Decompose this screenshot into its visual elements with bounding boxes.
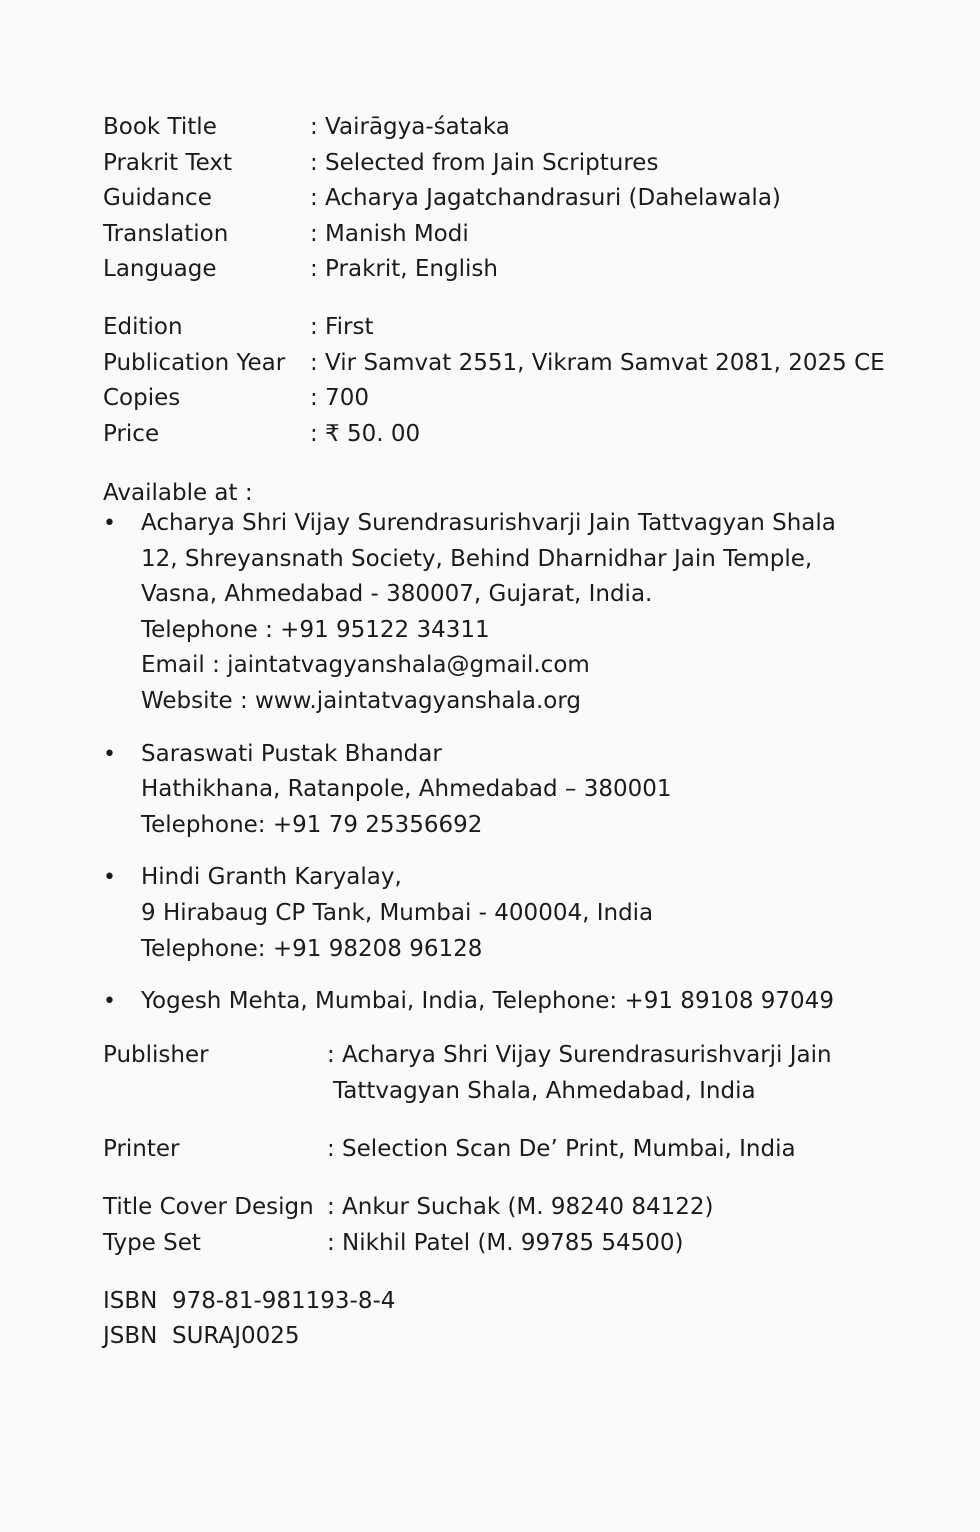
cover-design-label: Title Cover Design — [103, 1194, 314, 1220]
detail-value: : Selected from Jain Scriptures — [310, 149, 659, 176]
identifiers — [103, 1284, 395, 1354]
detail-label: Price — [103, 420, 160, 447]
detail-label: Book Title — [103, 114, 217, 140]
stockist-item — [103, 737, 963, 844]
type-set-label: Type Set — [103, 1230, 201, 1256]
jsbn-number: JSBN SURAJ0025 — [103, 1323, 300, 1349]
bullet-icon: • — [103, 741, 116, 767]
stockist-line: 9 Hirabaug CP Tank, Mumbai - 400004, India — [141, 899, 654, 926]
stockist-item — [103, 860, 963, 967]
stockist-line: Website : www.jaintatvagyanshala.org — [141, 687, 582, 714]
stockist-line: Telephone : +91 95122 34311 — [141, 616, 490, 643]
printer-value: : Selection Scan De’ Print, Mumbai, India — [327, 1136, 796, 1162]
detail-value: : Vairāgya-śataka — [310, 114, 510, 140]
stockist-line: Hindi Granth Karyalay, — [141, 864, 402, 891]
detail-value: : ₹ 50. 00 — [310, 420, 421, 447]
detail-label: Language — [103, 256, 217, 283]
bullet-icon: • — [103, 511, 116, 536]
stockist-line: Yogesh Mehta, Mumbai, India, Telephone: +91 89108 97049 — [141, 988, 834, 1015]
detail-label: Prakrit Text — [103, 149, 233, 176]
publisher-value: : Acharya Shri Vijay Surendrasurishvarji Jain — [327, 1042, 832, 1068]
cover-design-value: : Ankur Suchak (M. 98240 84122) — [327, 1194, 714, 1220]
type-set-row — [103, 1226, 963, 1262]
stockist-item — [103, 984, 963, 1020]
detail-label: Publication Year — [103, 349, 286, 376]
stockist-item — [103, 506, 963, 720]
stockist-line: 12, Shreyansnath Society, Behind Dharnidhar Jain Temple, — [141, 545, 813, 572]
stockist-list — [103, 506, 963, 1020]
stockist-line: Acharya Shri Vijay Surendrasurishvarji Jain Tattvagyan Shala — [141, 510, 836, 536]
printer-row — [103, 1132, 963, 1168]
detail-label: Guidance — [103, 185, 212, 212]
cover-design-row — [103, 1190, 963, 1226]
publisher-label: Publisher — [103, 1042, 209, 1068]
detail-value: : Prakrit, English — [310, 256, 498, 283]
detail-value: : First — [310, 314, 374, 340]
stockist-line: Saraswati Pustak Bhandar — [141, 740, 442, 767]
bullet-icon: • — [103, 865, 116, 891]
detail-label: Translation — [103, 220, 229, 247]
isbn-number: ISBN 978-81-981193-8-4 — [103, 1288, 396, 1314]
available-at-heading: Available at : — [103, 480, 253, 506]
bullet-icon: • — [103, 989, 116, 1015]
stockist-line: Telephone: +91 79 25356692 — [141, 811, 483, 838]
detail-label: Edition — [103, 314, 183, 340]
publisher-value-continued: Tattvagyan Shala, Ahmedabad, India — [333, 1077, 756, 1104]
publisher-row — [103, 1038, 963, 1110]
detail-value: : Acharya Jagatchandrasuri (Dahelawala) — [310, 185, 781, 212]
detail-value: : Vir Samvat 2551, Vikram Samvat 2081, 2025 CE — [310, 349, 885, 376]
printer-label: Printer — [103, 1136, 180, 1162]
stockist-line: Hathikhana, Ratanpole, Ahmedabad – 380001 — [141, 776, 672, 803]
stockist-line: Vasna, Ahmedabad - 380007, Gujarat, India. — [141, 581, 653, 608]
detail-label: Copies — [103, 385, 181, 412]
stockist-line: Email : jaintatvagyanshala@gmail.com — [141, 652, 590, 679]
detail-value: : Manish Modi — [310, 220, 469, 247]
detail-value: : 700 — [310, 385, 369, 412]
stockist-line: Telephone: +91 98208 96128 — [141, 935, 483, 962]
type-set-value: : Nikhil Patel (M. 99785 54500) — [327, 1230, 684, 1256]
